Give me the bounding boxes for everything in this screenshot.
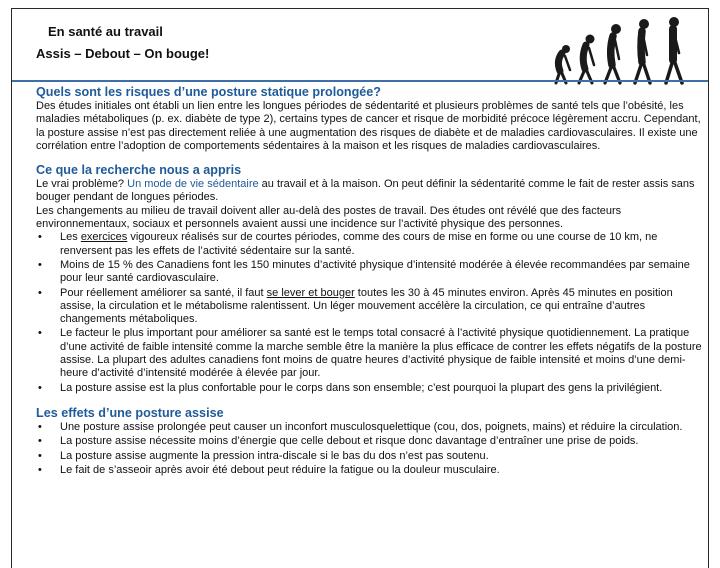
paragraph-changements: Les changements au milieu de travail doivent aller au-delà des postes de travail. Des études ont révélé que des facteurs environnementaux, sociaux et personnels avaient aussi une incidence sur l’activité physique des personnes.	[36, 204, 622, 231]
bullet-text: Pour réellement améliorer sa santé, il faut	[60, 286, 264, 299]
section-heading-effets: Les effets d’une posture assise	[36, 405, 224, 420]
bullet-text: toutes les 30 à 45 minutes environ. Après 45 minutes en position assise, la circulation et le métabolisme ralentissent. Un léger mouvement accélère la circulation, ce qui entraîne d’autres changements métaboliques.	[60, 286, 673, 326]
link-exercices[interactable]: exercices	[80, 231, 128, 244]
list-item: • Moins de 15 % des Canadiens font les 150 minutes d’activité physique d’intensité modérée à élevée recommandées par semaine pour leur santé cardiovasculaire.	[36, 259, 704, 286]
human-evolution-illustration	[552, 15, 698, 85]
section-heading-risques: Quels sont les risques d’une posture statique prolongée?	[36, 85, 381, 99]
bullet-list-effets	[36, 421, 704, 477]
header-subtitle: Assis – Debout – On bouge!	[36, 46, 210, 61]
bullet-text: Les	[60, 231, 78, 244]
list-item	[36, 231, 704, 258]
document-frame	[11, 8, 709, 568]
paragraph-vrai-probleme	[36, 178, 704, 205]
header-divider	[12, 80, 708, 82]
list-item: • La posture assise nécessite moins d’énergie que celle debout et risque donc davantage d’entraîner une prise de poids.	[36, 435, 704, 448]
list-item: • Le fait de s’asseoir après avoir été debout peut réduire la fatigue ou la douleur musculaire.	[36, 464, 704, 477]
link-se-lever-et-bouger[interactable]: se lever et bouger	[266, 286, 355, 299]
intro-rest: au travail et à la maison. On peut définir la sédentarité comme le fait de rester assis sans bouger pendant de longues périodes.	[36, 178, 695, 204]
intro-lead: Le vrai problème?	[36, 178, 125, 191]
list-item: • Une posture assise prolongée peut causer un inconfort musculosquelettique (cou, dos, poignets, mains) et réduire la circulation.	[36, 421, 704, 434]
list-item	[36, 287, 704, 327]
paragraph-risques: Des études initiales ont établi un lien entre les longues périodes de sédentarité et plusieurs problèmes de santé tels que l’obésité, les maladies métaboliques (p. ex. diabète de type 2), certains types de cancer et risque de morbidité précoce légèrement accru. Cependant, la posture assise n’est pas directement reliée à une augmentation des risques de diabète et de maladies cardiovasculaires. Il existe une corrélation entre l’adoption de comportements sédentaires à la maison et les risques de maladies cardiovasculaires.	[36, 100, 701, 152]
document-body	[36, 84, 704, 478]
intro-highlight: Un mode de vie sédentaire	[127, 178, 259, 191]
list-item: • La posture assise augmente la pression intra-discale si le bas du dos n’est pas soutenu.	[36, 450, 704, 463]
list-item: • Le facteur le plus important pour améliorer sa santé est le temps total consacré à l’activité physique quotidiennement. La pratique d’une activité de faible intensité comme la marche semble être la manière la plus efficace de contrer les effets négatifs de la posture assise. La plupart des adultes canadiens font moins de quatre heures d’activité physique de faible intensité et moins d’une demi-heure d’activité d’intensité modérée à élevée par jour.	[36, 327, 704, 380]
section-heading-recherche: Ce que la recherche nous a appris	[36, 163, 242, 178]
bullet-list-recherche	[36, 231, 704, 395]
list-item: • La posture assise est la plus confortable pour le corps dans son ensemble; c’est pourquoi la plupart des gens la privilégient.	[36, 382, 704, 395]
bullet-text: vigoureux réalisés sur de courtes périodes, comme des cours de mise en forme ou une course de 10 km, ne renversent pas les effets de l’activité sédentaire sur la santé.	[60, 231, 658, 257]
header	[12, 9, 708, 77]
header-title: En santé au travail	[48, 24, 163, 39]
